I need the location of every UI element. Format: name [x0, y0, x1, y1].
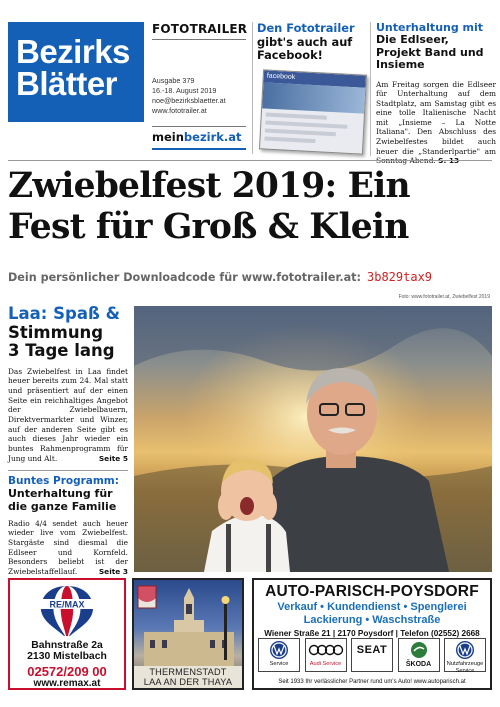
download-code[interactable]: 3b829tax9: [367, 270, 433, 284]
auto-contact: Wiener Straße 21 | 2170 Poysdorf | Telefon (02552) 2668: [264, 629, 480, 638]
vw-logo-icon: [269, 640, 289, 660]
second-article-text: Radio 4/4 sendet auch heuer wieder live vom Zwiebelfest. Stargäste sind diesmal die Edlseer und Kornfeld. Besonders beliebt ist der Zwiebelstaffellauf. Seite 3: [8, 518, 128, 577]
teaser-title: Die Edlseer, Projekt Band und Insieme: [376, 33, 484, 71]
bezirksblaetter-logo: [8, 22, 144, 122]
article-title: Laa: Spaß & Stimmung 3 Tage lang: [8, 304, 120, 360]
brand-vw-nutzfahrzeuge: Nutzfahrzeuge Service: [444, 638, 486, 672]
download-text: Dein persönlicher Downloadcode für www.fototrailer.at:: [8, 271, 361, 284]
logo-line1: Bezirks: [16, 33, 130, 70]
brand-seat: SEAT: [351, 638, 393, 672]
townhall-illustration: [134, 580, 242, 668]
auto-parisch-ad[interactable]: [252, 578, 492, 690]
remax-ad[interactable]: [8, 578, 126, 690]
brand-audi: Audi Service: [305, 638, 347, 672]
brand-logos: [258, 638, 486, 672]
brand-vw: Service: [258, 638, 300, 672]
second-article-kicker: Buntes Programm:: [8, 474, 119, 487]
skoda-logo-icon: [410, 641, 428, 659]
article-ref: Seite 5: [98, 453, 128, 463]
auto-name: AUTO-PARISCH-POYSDORF: [265, 583, 479, 600]
remax-address: Bahnstraße 2a 2130 Mistelbach: [27, 640, 107, 662]
divider: [8, 470, 128, 471]
facebook-page-screenshot: [259, 69, 367, 154]
issue-date: 16.-18. August 2019: [152, 86, 217, 95]
facebook-cover: [262, 82, 365, 113]
laa-caption: THERMENSTADT LAA AN DER THAYA: [134, 666, 242, 688]
photo-credit: Foto: www.fototrailer.at, Zwiebelfest 2019: [398, 294, 490, 300]
remax-phone[interactable]: 02572/209 00: [27, 664, 107, 679]
issue-info: [152, 22, 248, 152]
auto-services-2: Lackierung • Waschstraße: [303, 613, 441, 626]
brand-skoda: ŠKODA: [398, 638, 440, 672]
main-headline: Zwiebelfest 2019: Ein Fest für Groß & Klein: [8, 166, 410, 247]
download-code-line: [8, 270, 498, 284]
remax-brand: RE/MAX: [49, 599, 85, 610]
divider: [8, 160, 492, 161]
thermenstadt-laa-ad[interactable]: [132, 578, 244, 690]
audi-rings-icon: [308, 644, 344, 656]
teaser-text: Am Freitag sorgen die Edlseer für Unterhaltung auf dem Stadtplatz, am Samstag gibt es eine tolle Italienische Nacht mit „Insieme – La Notte Italiana". Den Abschluss des Zwiebelfestes bildet auch heuer die „Standerlpartie" am: [376, 79, 496, 156]
issue-email[interactable]: noe@bezirksblaetter.at: [152, 96, 226, 105]
rule: [152, 39, 246, 40]
facebook-bar: facebook: [263, 70, 365, 87]
vw-logo-icon: [455, 640, 475, 660]
facebook-teaser-title: Den Fototrailer gibt's auch auf Facebook!: [257, 21, 355, 62]
issue-number: Ausgabe 379: [152, 76, 195, 85]
photo-illustration: [134, 306, 492, 572]
entertainment-teaser[interactable]: [370, 22, 496, 156]
facebook-teaser[interactable]: [252, 22, 366, 154]
auto-footer: Seit 1933 Ihr verlässlicher Partner rund um's Auto! www.autoparisch.at: [278, 679, 466, 685]
main-photo: [134, 306, 492, 572]
issue-web[interactable]: www.fototrailer.at: [152, 106, 207, 115]
teaser-kicker: Unterhaltung mit: [376, 21, 484, 34]
auto-services-1: Verkauf • Kundendienst • Spenglerei: [277, 601, 467, 613]
second-article-title: Unterhaltung für die ganze Familie: [8, 486, 117, 513]
rule-blue: [152, 148, 246, 150]
left-column: [8, 304, 128, 577]
remax-balloon-icon: [10, 582, 124, 640]
article-text: Das Zwiebelfest in Laa findet heuer bereits zum 24. Mal statt und präsentiert auf der einen Seite ein reichhaltiges Angebot der Zwiebelbauern, Direktvermarkter und Winzer, auf der anderen Seite gibt es auch dieses Jahr wieder ein buntes Rahmenprogramm für Jung und Alt. Seite 5: [8, 366, 128, 463]
section-title: FOTOTRAILER: [152, 22, 248, 36]
remax-web[interactable]: www.remax.at: [33, 678, 101, 689]
issue-meta: [152, 76, 248, 116]
second-article-ref: Seite 3: [98, 567, 128, 577]
logo-line2: Blätter: [16, 65, 118, 102]
rule: [152, 126, 246, 127]
meinbezirk-link[interactable]: meinbezirk.at: [152, 130, 242, 144]
